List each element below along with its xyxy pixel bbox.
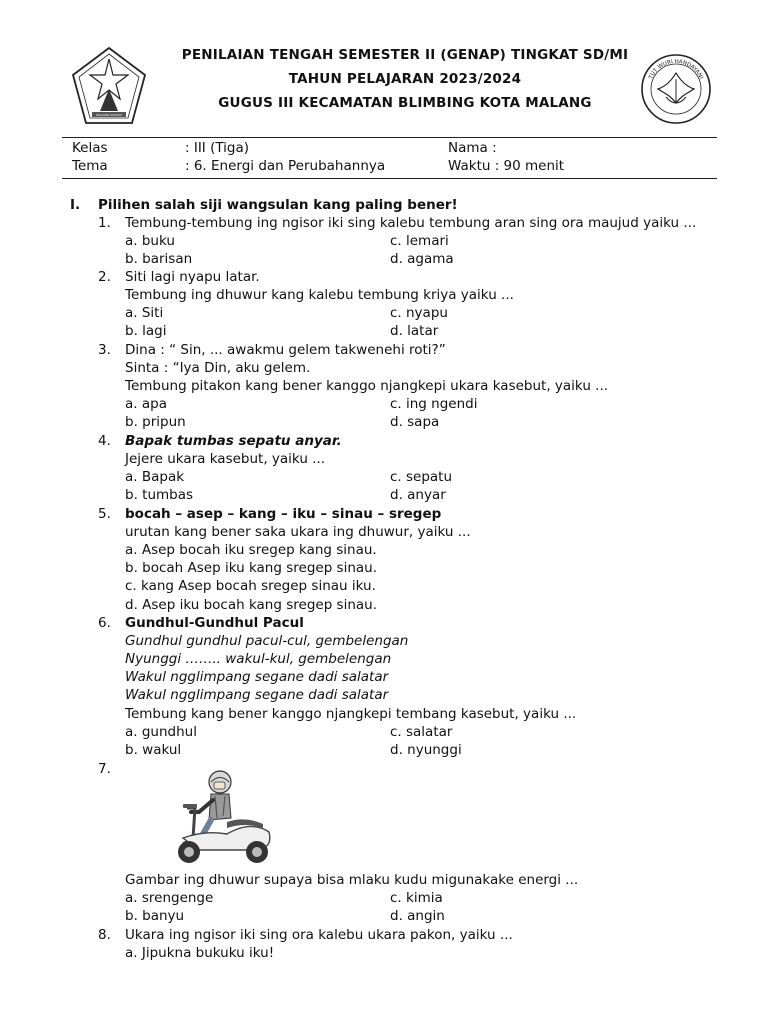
q7-option-d[interactable]: d. angin [390, 908, 445, 924]
q6-lyric3: Wakul ngglimpang segane dadi salatar [125, 669, 389, 685]
section-roman: I. [70, 197, 81, 213]
q2-line1: Siti lagi nyapu latar. [125, 269, 260, 285]
waktu-value: Waktu : 90 menit [448, 158, 565, 174]
q3-option-d[interactable]: d. sapa [390, 414, 440, 430]
cluster-name: GUGUS III KECAMATAN BLIMBING KOTA MALANG [218, 95, 592, 111]
q7-question: Gambar ing dhuwur supaya bisa mlaku kudu migunakake energi ... [125, 872, 579, 888]
logo-right-caption: TUT WURI HANDAYANI [648, 58, 704, 81]
q2-option-c[interactable]: c. nyapu [390, 305, 448, 321]
q6-option-b[interactable]: b. wakul [125, 742, 182, 758]
tut-wuri-handayani-logo-icon [640, 53, 712, 125]
student-info-box [62, 137, 717, 179]
q7-option-b[interactable]: b. banyu [125, 908, 185, 924]
q5-option-b[interactable]: b. bocah Asep iku kang sregep sinau. [125, 560, 378, 576]
q6-lyric2: Nyunggi …….. wakul-kul, gembelengan [125, 651, 392, 667]
logo-left-caption: MALANG KOTAKU [96, 113, 122, 117]
q4-option-a[interactable]: a. Bapak [125, 469, 185, 485]
exam-title: PENILAIAN TENGAH SEMESTER II (GENAP) TINGKAT SD/MI [181, 47, 629, 63]
q3-option-c[interactable]: c. ing ngendi [390, 396, 478, 412]
q3-option-a[interactable]: a. apa [125, 396, 167, 412]
q1-text: Tembung-tembung ing ngisor iki sing kalebu tembung aran sing ora maujud yaiku ... [125, 215, 697, 231]
scooter-rider-icon [165, 768, 277, 866]
q8-option-a[interactable]: a. Jipukna bukuku iku! [125, 945, 275, 961]
q6-lyric4: Wakul ngglimpang segane dadi salatar [125, 687, 389, 703]
q5-number: 5. [98, 506, 111, 522]
q5-line2: urutan kang bener saka ukara ing dhuwur, yaiku ... [125, 524, 471, 540]
q4-option-b[interactable]: b. tumbas [125, 487, 194, 503]
q8-number: 8. [98, 927, 111, 943]
q1-option-a[interactable]: a. buku [125, 233, 175, 249]
school-year: TAHUN PELAJARAN 2023/2024 [288, 71, 522, 87]
tema-label: Tema [72, 158, 108, 174]
q3-number: 3. [98, 342, 111, 358]
q7-option-c[interactable]: c. kimia [390, 890, 443, 906]
q3-option-b[interactable]: b. pripun [125, 414, 186, 430]
q4-line2: Jejere ukara kasebut, yaiku ... [125, 451, 326, 467]
q7-option-a[interactable]: a. srengenge [125, 890, 214, 906]
q6-lyric1: Gundhul gundhul pacul-cul, gembelengan [125, 633, 409, 649]
q1-option-c[interactable]: c. lemari [390, 233, 449, 249]
q6-option-d[interactable]: d. nyunggi [390, 742, 462, 758]
q6-option-a[interactable]: a. gundhul [125, 724, 197, 740]
q3-line1: Dina : “ Sin, ... awakmu gelem takwenehi roti?” [125, 342, 446, 358]
q3-line2: Sinta : “Iya Din, aku gelem. [125, 360, 311, 376]
q5-line1: bocah – asep – kang – iku – sinau – sregep [125, 506, 442, 522]
q4-option-c[interactable]: c. sepatu [390, 469, 453, 485]
q1-number: 1. [98, 215, 111, 231]
q5-option-d[interactable]: d. Asep iku bocah kang sregep sinau. [125, 597, 378, 613]
tema-value: : 6. Energi dan Perubahannya [185, 158, 386, 174]
q6-number: 6. [98, 615, 111, 631]
q1-option-b[interactable]: b. barisan [125, 251, 193, 267]
kelas-value: : III (Tiga) [185, 140, 250, 156]
q5-option-a[interactable]: a. Asep bocah iku sregep kang sinau. [125, 542, 377, 558]
q3-line3: Tembung pitakon kang bener kanggo njangkepi ukara kasebut, yaiku ... [125, 378, 609, 394]
q6-question: Tembung kang bener kanggo njangkepi tembang kasebut, yaiku ... [125, 706, 577, 722]
q2-number: 2. [98, 269, 111, 285]
q6-option-c[interactable]: c. salatar [390, 724, 453, 740]
q2-line2: Tembung ing dhuwur kang kalebu tembung kriya yaiku ... [125, 287, 514, 303]
q4-option-d[interactable]: d. anyar [390, 487, 446, 503]
section-instruction: Pilihen salah siji wangsulan kang paling bener! [98, 197, 458, 213]
q7-number: 7. [98, 761, 111, 777]
q4-line1: Bapak tumbas sepatu anyar. [125, 433, 342, 449]
q8-question: Ukara ing ngisor iki sing ora kalebu ukara pakon, yaiku ... [125, 927, 513, 943]
q1-option-d[interactable]: d. agama [390, 251, 454, 267]
q5-option-c[interactable]: c. kang Asep bocah sregep sinau iku. [125, 578, 376, 594]
q4-number: 4. [98, 433, 111, 449]
q2-option-b[interactable]: b. lagi [125, 323, 167, 339]
q6-title: Gundhul-Gundhul Pacul [125, 615, 304, 631]
nama-field[interactable]: Nama : [448, 140, 497, 156]
kelas-label: Kelas [72, 140, 108, 156]
q2-option-d[interactable]: d. latar [390, 323, 439, 339]
kota-malang-logo-icon [70, 45, 148, 130]
q2-option-a[interactable]: a. Siti [125, 305, 164, 321]
